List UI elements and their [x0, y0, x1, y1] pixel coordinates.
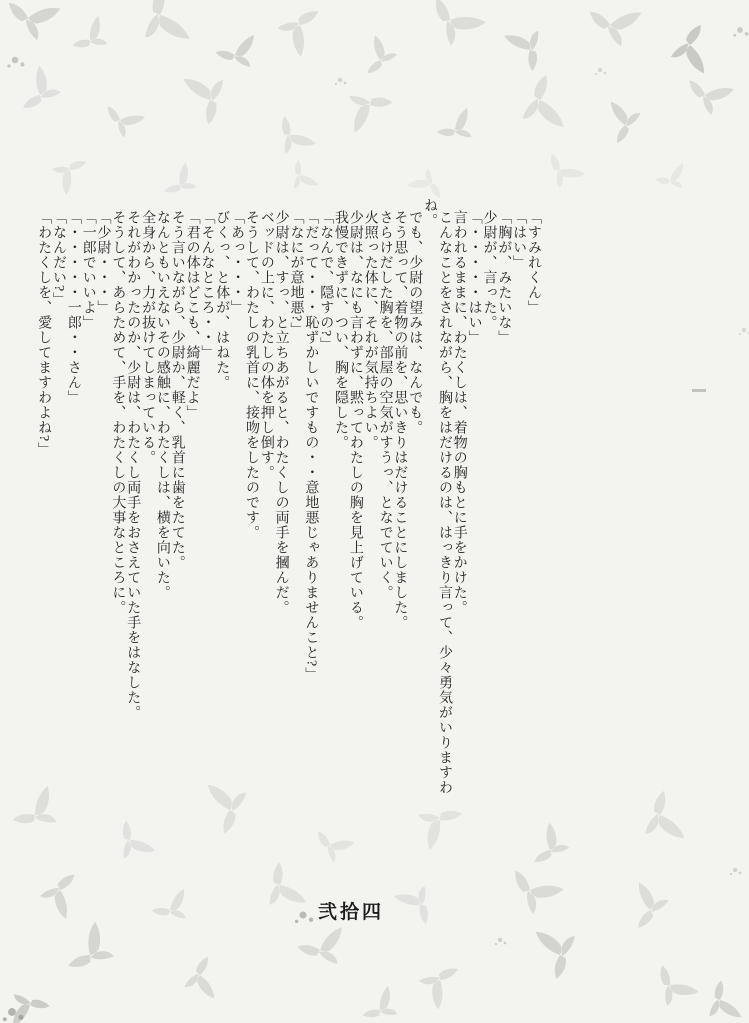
text-column: 「君の体はどこも、綺麗だよ」	[184, 210, 200, 420]
text-column: 少尉は、なにも言わずに、黙ってわたしの胸を見上げている。	[347, 210, 363, 630]
text-column: 「少尉・・・」	[95, 210, 111, 315]
text-column: 少尉は、すっ、と立ちあがると、わたくしの両手を摑んだ。	[273, 210, 289, 615]
text-column: そうして、あらためて、手を、わたくしの大事なところに。	[110, 210, 126, 615]
text-column: 「・・・・・一郎・・さん」	[65, 210, 81, 405]
text-column: 「・・・・・はい」	[466, 210, 482, 345]
text-column: 「胸が、みたいな」	[496, 210, 512, 345]
text-column: そう思って、着物の前を、思いきりはだけることにしました。	[392, 210, 408, 630]
text-column: 「一郎でいいよ」	[80, 210, 96, 330]
text-column: さらけだした胸を、部屋の空気がすうっ、となでていく。	[377, 210, 393, 600]
text-column: 「そんなところ・・」	[199, 210, 215, 360]
text-column: 「すみれくん」	[526, 210, 541, 315]
text-column: でも、少尉の望みは、なんでも。	[407, 210, 423, 435]
text-column: そうして、わたしの乳首に、接吻をしたのです。	[243, 210, 259, 540]
text-column-wrap: ね。	[422, 198, 438, 228]
text-column: 「なんで、隠すの?」	[318, 210, 334, 353]
text-column: こんなことをされながら、胸をはだけるのは、はっきり言って、少々勇気がいりますわ	[436, 210, 452, 795]
text-column: 「なにが意地悪?」	[288, 210, 304, 338]
text-column: 「なんだい?」	[51, 210, 66, 308]
text-column: 「わたくしを、愛してますわよね?」	[36, 210, 52, 458]
text-column: 全身から、力が抜けてしまっている。	[140, 210, 156, 465]
text-column: そう言いながら、少尉か、軽く、乳首に歯をたてた。	[169, 210, 185, 570]
text-column: ベッドの上に、わたしの体を押し倒す。	[258, 210, 274, 480]
text-column: 火照った体に、それが気持ちよい。	[362, 210, 378, 450]
text-column: びくっ、と体が、はねた。	[214, 210, 230, 390]
text-column: 言われるままに、わたくしは、着物の胸もとに手をかけた。	[451, 210, 467, 615]
text-column: 少尉が、言った。	[481, 210, 497, 330]
text-column: なんともいえないその感触に、わたくしは、横を向いた。	[154, 210, 170, 600]
page-number: 弐拾四	[318, 902, 385, 923]
text-column: 我慢できずに、つい、胸を隠した。	[333, 210, 349, 450]
text-column: それがわかったのか、少尉は、わたくし両手をおさえていた手をはなした。	[125, 210, 141, 720]
story-text-block	[35, 198, 541, 795]
text-column: 「はい」	[511, 210, 527, 270]
text-column: 「だって・・・恥ずかしいですもの・・意地悪じゃありませんこと?」	[303, 210, 319, 683]
text-column: 「あっ・・・」	[229, 210, 245, 315]
